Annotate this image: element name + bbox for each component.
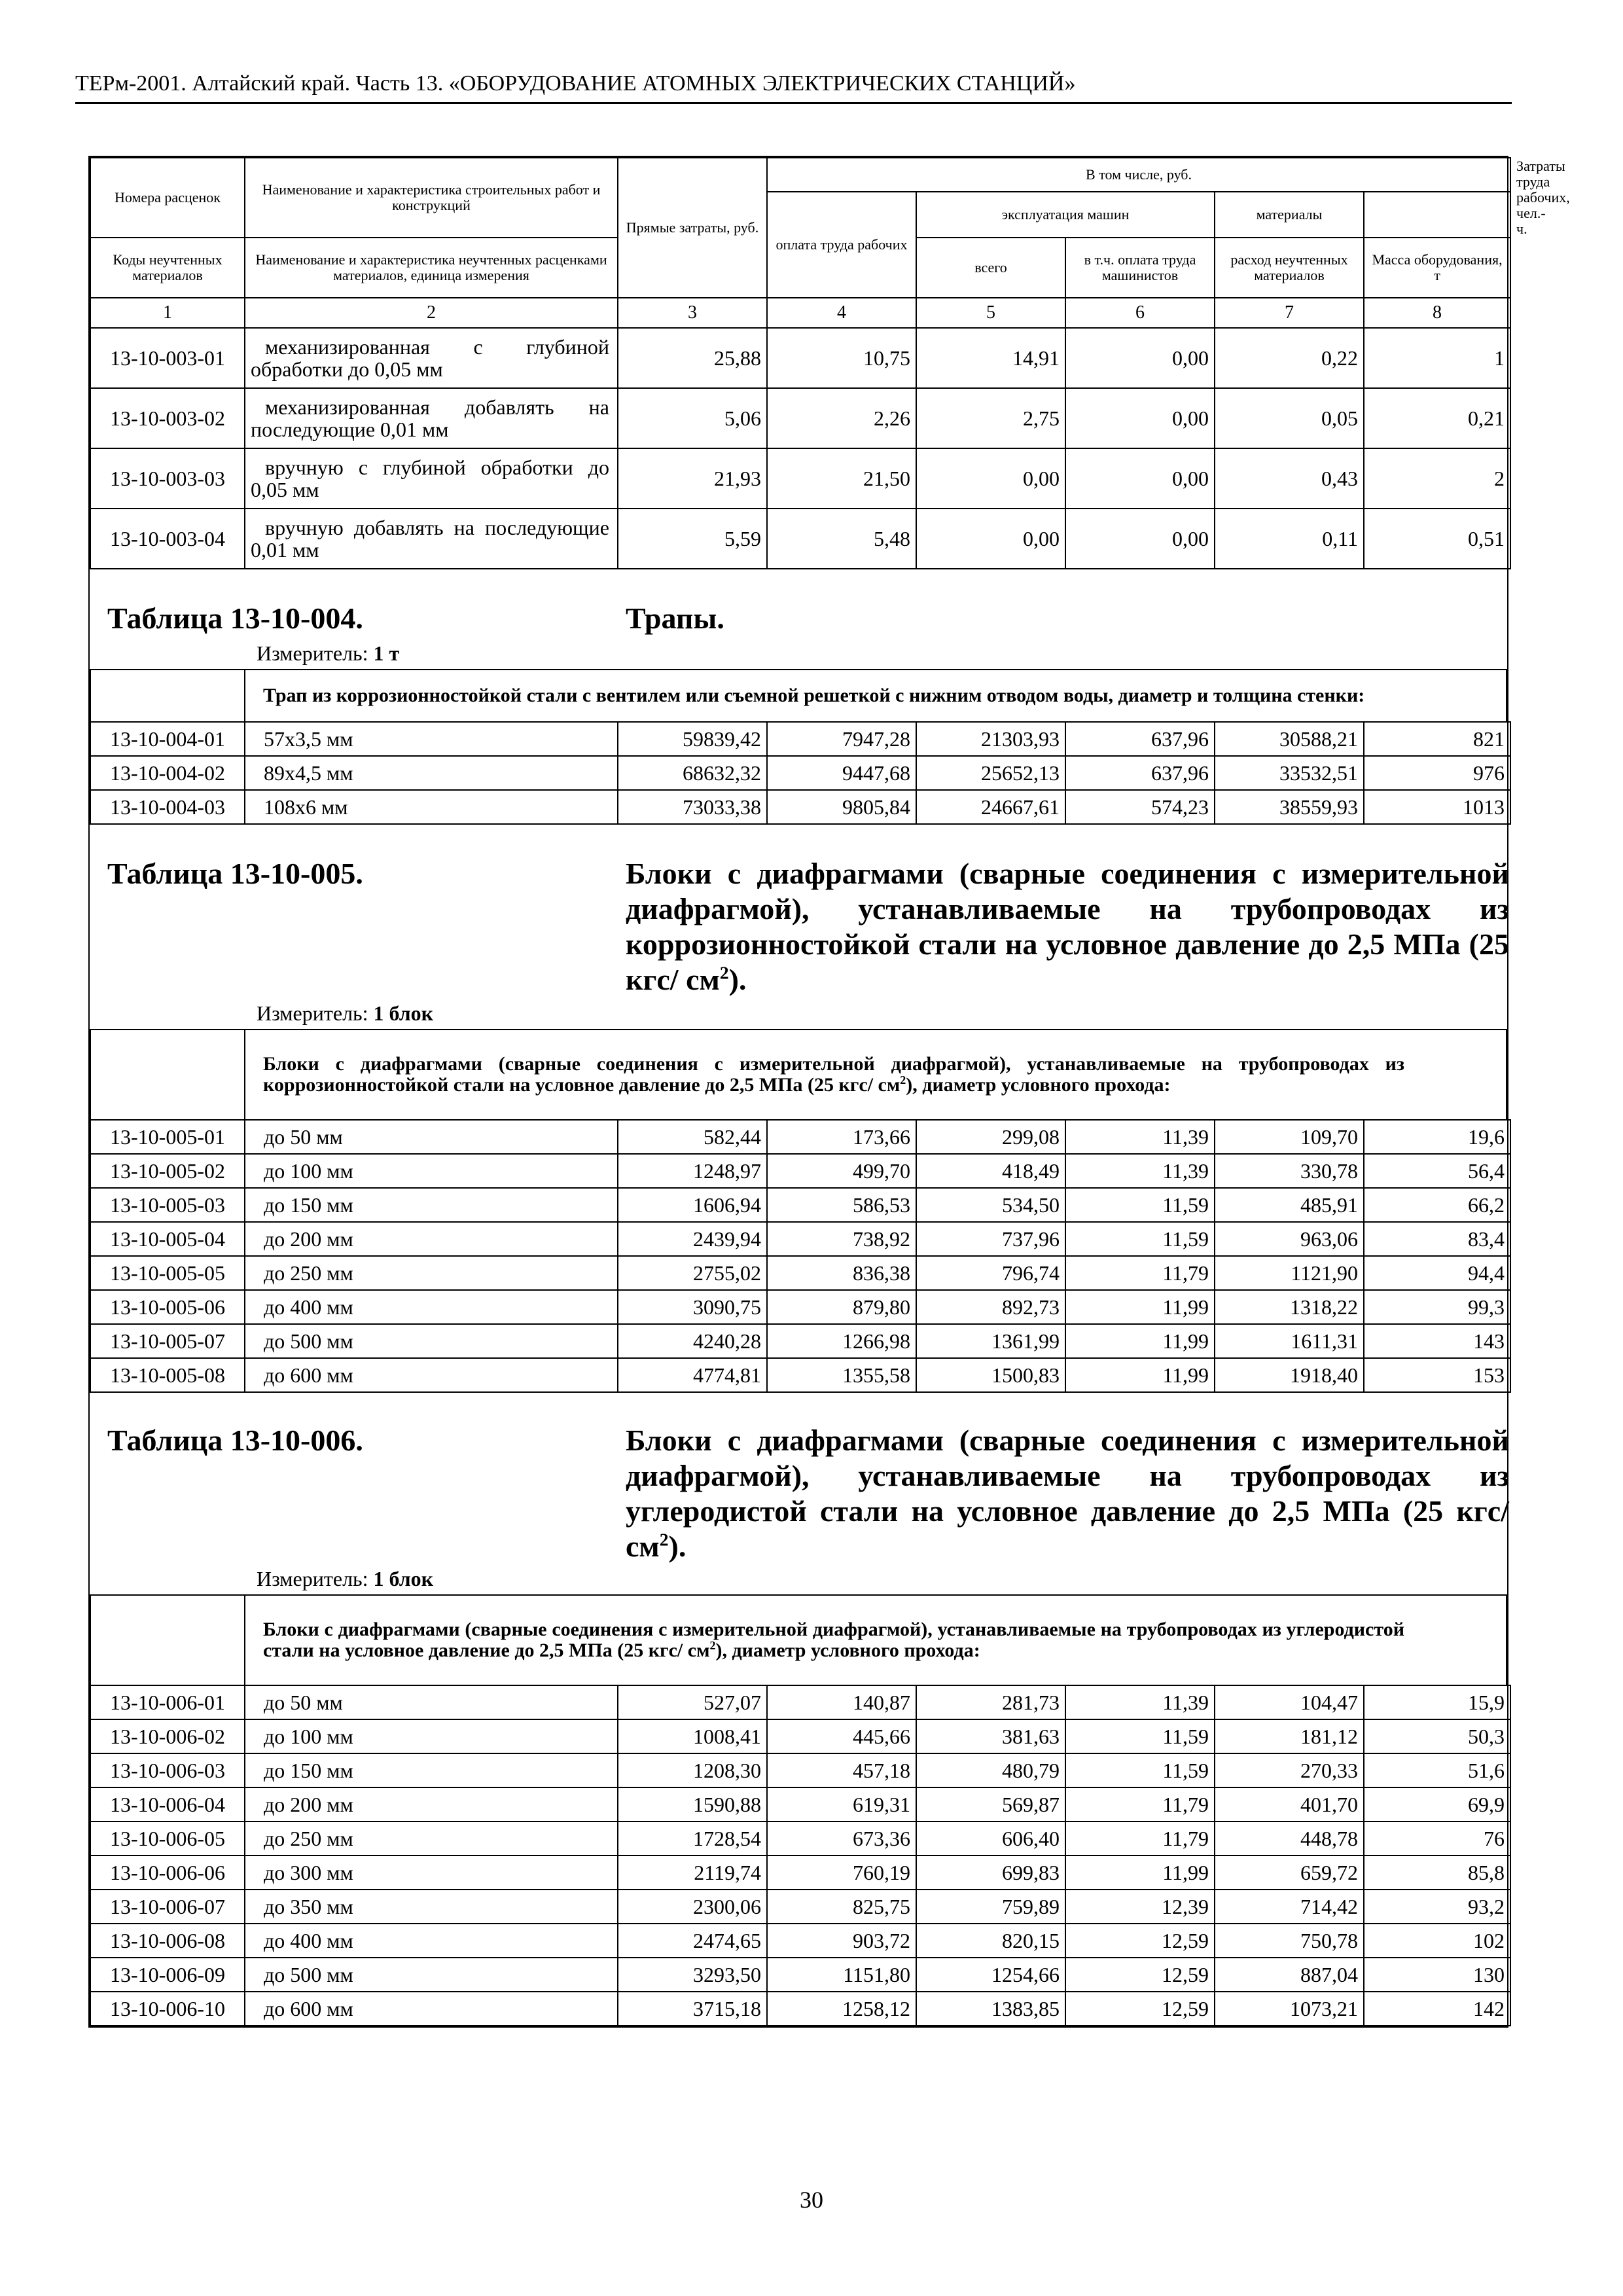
direct-costs-cell: 5,06 — [618, 388, 767, 448]
work-name-cell: вручную добавлять на последующие 0,01 мм — [245, 509, 618, 569]
table-row — [90, 1324, 1510, 1358]
labor-pay-cell: 457,18 — [767, 1753, 916, 1787]
table-header: Номера расценок Наименование и характеристика строительных работ и конструкций Прямые затраты, руб. В том числе, руб. Затраты труда рабочих, чел.-ч. оплата труда рабочих эксплуатация машин материалы Коды неучтенных материалов Наименование и характеристика неучтенных расценками материалов, единица измерения всего в т.ч. оплата труда машинистов расход неучтенных материалов Масса оборудования, т 1 2 3 4 5 6 7 8 — [90, 157, 1511, 329]
rate-code-cell: 13-10-005-05 — [90, 1256, 245, 1290]
materials-cell: 38559,93 — [1215, 790, 1364, 824]
materials-cell: 1073,21 — [1215, 1992, 1364, 2026]
direct-costs-cell: 73033,38 — [618, 790, 767, 824]
rate-code-cell: 13-10-004-01 — [90, 722, 245, 756]
machinists-pay-cell: 11,59 — [1065, 1719, 1215, 1753]
machines-total-cell: 1254,66 — [916, 1958, 1065, 1992]
work-name-cell: механизированная с глубиной обработки до 0,05 мм — [245, 328, 618, 388]
materials-cell: 1918,40 — [1215, 1358, 1364, 1392]
mass-cell: 19,6 — [1364, 1120, 1510, 1154]
page-header: ТЕРм-2001. Алтайский край. Часть 13. «ОБОРУДОВАНИЕ АТОМНЫХ ЭЛЕКТРИЧЕСКИХ СТАНЦИЙ» — [75, 71, 1512, 104]
measure-label: Измеритель: — [257, 641, 368, 665]
table-13-10-006-description — [90, 1594, 1507, 1686]
machinists-pay-cell: 0,00 — [1065, 388, 1215, 448]
machines-total-cell: 1500,83 — [916, 1358, 1065, 1392]
materials-cell: 0,22 — [1215, 328, 1364, 388]
price-table — [88, 156, 1570, 2028]
machines-total-cell: 759,89 — [916, 1890, 1065, 1924]
work-name-cell: до 100 мм — [245, 1719, 618, 1753]
table-row — [90, 1856, 1510, 1890]
materials-cell: 33532,51 — [1215, 756, 1364, 790]
mass-cell: 66,2 — [1364, 1188, 1510, 1222]
machinists-pay-cell: 11,59 — [1065, 1753, 1215, 1787]
machinists-pay-cell: 11,59 — [1065, 1222, 1215, 1256]
machinists-pay-cell: 11,79 — [1065, 1787, 1215, 1821]
direct-costs-cell: 4774,81 — [618, 1358, 767, 1392]
group-description: Блоки с диафрагмами (сварные соединения с измерительной диафрагмой), устанавливаемые на трубопроводах из углеродистой стали на условное давление до 2,5 МПа (25 кгс/ $см^2$), диаметр условного прохода: — [245, 1595, 1507, 1685]
machines-total-cell: 1361,99 — [916, 1324, 1065, 1358]
machinists-pay-cell: 12,59 — [1065, 1924, 1215, 1958]
machines-total-cell: 534,50 — [916, 1188, 1065, 1222]
materials-cell: 485,91 — [1215, 1188, 1364, 1222]
work-name-cell: до 150 мм — [245, 1188, 618, 1222]
direct-costs-cell: 3715,18 — [618, 1992, 767, 2026]
machines-total-cell: 381,63 — [916, 1719, 1065, 1753]
rate-code-cell: 13-10-006-03 — [90, 1753, 245, 1787]
table-row — [90, 1154, 1510, 1188]
table-13-10-004-rows — [90, 721, 1511, 825]
mass-cell: 93,2 — [1364, 1890, 1510, 1924]
page-number: 30 — [800, 2187, 823, 2213]
machinists-pay-cell: 12,59 — [1065, 1992, 1215, 2026]
labor-pay-cell: 10,75 — [767, 328, 916, 388]
table-row — [90, 790, 1510, 824]
machines-total-cell: 737,96 — [916, 1222, 1065, 1256]
work-name-cell: до 350 мм — [245, 1890, 618, 1924]
labor-pay-cell: 619,31 — [767, 1787, 916, 1821]
work-name-cell: до 50 мм — [245, 1685, 618, 1719]
measure-value: 1 блок — [373, 1001, 434, 1025]
rate-code-cell: 13-10-004-02 — [90, 756, 245, 790]
machinists-pay-cell: 11,39 — [1065, 1154, 1215, 1188]
column-number: 3 — [618, 298, 767, 328]
machinists-pay-cell: 0,00 — [1065, 328, 1215, 388]
direct-costs-cell: 1008,41 — [618, 1719, 767, 1753]
rate-code-cell: 13-10-005-07 — [90, 1324, 245, 1358]
rate-code-cell: 13-10-005-02 — [90, 1154, 245, 1188]
mass-cell: 83,4 — [1364, 1222, 1510, 1256]
direct-costs-cell: 2755,02 — [618, 1256, 767, 1290]
labor-pay-cell: 7947,28 — [767, 722, 916, 756]
mass-cell: 76 — [1364, 1821, 1510, 1856]
table-13-10-004-description — [90, 669, 1507, 723]
labor-pay-cell: 673,36 — [767, 1821, 916, 1856]
direct-costs-cell: 2474,65 — [618, 1924, 767, 1958]
direct-costs-cell: 2439,94 — [618, 1222, 767, 1256]
labor-pay-cell: 2,26 — [767, 388, 916, 448]
table-13-10-005-title — [90, 823, 1507, 1030]
mass-cell: 15,9 — [1364, 1685, 1510, 1719]
work-name-cell: до 250 мм — [245, 1821, 618, 1856]
materials-cell: 401,70 — [1215, 1787, 1364, 1821]
machines-total-cell: 0,00 — [916, 509, 1065, 569]
table-row — [90, 722, 1510, 756]
rate-code-cell: 13-10-003-01 — [90, 328, 245, 388]
materials-cell: 887,04 — [1215, 1958, 1364, 1992]
direct-costs-cell: 4240,28 — [618, 1324, 767, 1358]
materials-cell: 963,06 — [1215, 1222, 1364, 1256]
work-name-cell: до 200 мм — [245, 1222, 618, 1256]
direct-costs-cell: 5,59 — [618, 509, 767, 569]
mass-cell: 69,9 — [1364, 1787, 1510, 1821]
direct-costs-cell: 1728,54 — [618, 1821, 767, 1856]
labor-pay-cell: 586,53 — [767, 1188, 916, 1222]
table-13-10-006-rows — [90, 1685, 1511, 2026]
table-title: Блоки с диафрагмами (сварные соединения с измерительной диафрагмой), устанавливаемые на трубопроводах из углеродистой стали на условное давление до 2,5 МПа (25 кгс/ $см^2$). — [626, 1424, 1509, 1563]
mass-cell: 130 — [1364, 1958, 1510, 1992]
direct-costs-cell: 3090,75 — [618, 1290, 767, 1324]
work-name-cell: 57х3,5 мм — [245, 722, 618, 756]
measure-label: Измеритель: — [257, 1001, 368, 1025]
direct-costs-cell: 25,88 — [618, 328, 767, 388]
header-name-bottom: Наименование и характеристика неучтенных расценками материалов, единица измерения — [245, 238, 618, 298]
machines-total-cell: 820,15 — [916, 1924, 1065, 1958]
header-incl: В том числе, руб. — [767, 158, 1510, 192]
work-name-cell: до 300 мм — [245, 1856, 618, 1890]
column-number: 7 — [1215, 298, 1364, 328]
direct-costs-cell: 2300,06 — [618, 1890, 767, 1924]
direct-costs-cell: 1248,97 — [618, 1154, 767, 1188]
labor-pay-cell: 5,48 — [767, 509, 916, 569]
mass-cell: 1013 — [1364, 790, 1510, 824]
direct-costs-cell: 68632,32 — [618, 756, 767, 790]
header-code-bottom: Коды неучтенных материалов — [90, 238, 245, 298]
table-row — [90, 1719, 1510, 1753]
machinists-pay-cell: 11,99 — [1065, 1290, 1215, 1324]
machinists-pay-cell: 637,96 — [1065, 756, 1215, 790]
table-13-10-003-rows — [90, 327, 1511, 569]
materials-cell: 714,42 — [1215, 1890, 1364, 1924]
rate-code-cell: 13-10-006-08 — [90, 1924, 245, 1958]
table-row — [90, 1958, 1510, 1992]
header-name-top: Наименование и характеристика строительных работ и конструкций — [245, 158, 618, 238]
mass-cell: 50,3 — [1364, 1719, 1510, 1753]
rate-code-cell: 13-10-005-01 — [90, 1120, 245, 1154]
table-row — [90, 1821, 1510, 1856]
rate-code-cell: 13-10-005-04 — [90, 1222, 245, 1256]
table-row — [90, 1358, 1510, 1392]
machines-total-cell: 21303,93 — [916, 722, 1065, 756]
mass-cell: 56,4 — [1364, 1154, 1510, 1188]
header-mass: Масса оборудования, т — [1364, 238, 1510, 298]
machines-total-cell: 14,91 — [916, 328, 1065, 388]
table-row — [90, 1256, 1510, 1290]
work-name-cell: до 200 мм — [245, 1787, 618, 1821]
materials-cell: 659,72 — [1215, 1856, 1364, 1890]
measure-unit — [257, 641, 399, 665]
direct-costs-cell: 2119,74 — [618, 1856, 767, 1890]
machines-total-cell: 299,08 — [916, 1120, 1065, 1154]
machines-total-cell: 480,79 — [916, 1753, 1065, 1787]
materials-cell: 109,70 — [1215, 1120, 1364, 1154]
table-row — [90, 1685, 1510, 1719]
labor-pay-cell: 173,66 — [767, 1120, 916, 1154]
mass-cell: 142 — [1364, 1992, 1510, 2026]
header-machines-labor: в т.ч. оплата труда машинистов — [1065, 238, 1215, 298]
materials-cell: 0,43 — [1215, 448, 1364, 509]
machines-total-cell: 699,83 — [916, 1856, 1065, 1890]
work-name-cell: до 100 мм — [245, 1154, 618, 1188]
machines-total-cell: 2,75 — [916, 388, 1065, 448]
labor-pay-cell: 9447,68 — [767, 756, 916, 790]
column-number: 5 — [916, 298, 1065, 328]
materials-cell: 1318,22 — [1215, 1290, 1364, 1324]
header-machines-total: всего — [916, 238, 1065, 298]
labor-pay-cell: 9805,84 — [767, 790, 916, 824]
table-row — [90, 448, 1510, 509]
machinists-pay-cell: 11,79 — [1065, 1256, 1215, 1290]
machinists-pay-cell: 11,99 — [1065, 1856, 1215, 1890]
materials-cell: 330,78 — [1215, 1154, 1364, 1188]
work-name-cell: до 600 мм — [245, 1992, 618, 2026]
table-13-10-005-rows — [90, 1119, 1511, 1393]
materials-cell: 750,78 — [1215, 1924, 1364, 1958]
mass-cell: 143 — [1364, 1324, 1510, 1358]
rate-code-cell: 13-10-005-03 — [90, 1188, 245, 1222]
mass-cell: 976 — [1364, 756, 1510, 790]
rate-code-cell: 13-10-005-06 — [90, 1290, 245, 1324]
work-name-cell: до 150 мм — [245, 1753, 618, 1787]
labor-pay-cell: 1151,80 — [767, 1958, 916, 1992]
measure-value: 1 т — [373, 641, 400, 665]
materials-cell: 448,78 — [1215, 1821, 1364, 1856]
machinists-pay-cell: 12,59 — [1065, 1958, 1215, 1992]
header-machines: эксплуатация машин — [916, 192, 1215, 238]
header-materials: материалы — [1215, 192, 1364, 238]
labor-pay-cell: 445,66 — [767, 1719, 916, 1753]
work-name-cell: до 500 мм — [245, 1958, 618, 1992]
mass-cell: 153 — [1364, 1358, 1510, 1392]
mass-cell: 94,4 — [1364, 1256, 1510, 1290]
labor-pay-cell: 1355,58 — [767, 1358, 916, 1392]
machines-total-cell: 1383,85 — [916, 1992, 1065, 2026]
work-name-cell: до 400 мм — [245, 1290, 618, 1324]
measure-label: Измеритель: — [257, 1567, 368, 1590]
measure-unit — [257, 1567, 433, 1590]
column-number: 4 — [767, 298, 916, 328]
header-labor: оплата труда рабочих — [767, 192, 916, 298]
direct-costs-cell: 1606,94 — [618, 1188, 767, 1222]
column-number: 1 — [90, 298, 245, 328]
work-name-cell: 89х4,5 мм — [245, 756, 618, 790]
table-row — [90, 509, 1510, 569]
direct-costs-cell: 527,07 — [618, 1685, 767, 1719]
table-row — [90, 1120, 1510, 1154]
machines-total-cell: 24667,61 — [916, 790, 1065, 824]
work-name-cell: до 400 мм — [245, 1924, 618, 1958]
machinists-pay-cell: 11,99 — [1065, 1358, 1215, 1392]
table-label: Таблица 13-10-006. — [107, 1424, 363, 1457]
labor-pay-cell: 738,92 — [767, 1222, 916, 1256]
machinists-pay-cell: 11,39 — [1065, 1685, 1215, 1719]
labor-pay-cell: 140,87 — [767, 1685, 916, 1719]
work-name-cell: 108х6 мм — [245, 790, 618, 824]
table-row — [90, 1290, 1510, 1324]
machinists-pay-cell: 574,23 — [1065, 790, 1215, 824]
direct-costs-cell: 1208,30 — [618, 1753, 767, 1787]
labor-pay-cell: 836,38 — [767, 1256, 916, 1290]
labor-pay-cell: 825,75 — [767, 1890, 916, 1924]
table-row — [90, 756, 1510, 790]
direct-costs-cell: 582,44 — [618, 1120, 767, 1154]
machinists-pay-cell: 0,00 — [1065, 448, 1215, 509]
machinists-pay-cell: 11,39 — [1065, 1120, 1215, 1154]
machines-total-cell: 796,74 — [916, 1256, 1065, 1290]
machinists-pay-cell: 11,79 — [1065, 1821, 1215, 1856]
table-row — [90, 328, 1510, 388]
materials-cell: 0,11 — [1215, 509, 1364, 569]
rate-code-cell: 13-10-006-05 — [90, 1821, 245, 1856]
work-name-cell: до 250 мм — [245, 1256, 618, 1290]
table-title: Трапы. — [626, 601, 724, 635]
machines-total-cell: 606,40 — [916, 1821, 1065, 1856]
labor-pay-cell: 1266,98 — [767, 1324, 916, 1358]
mass-cell: 102 — [1364, 1924, 1510, 1958]
rate-code-cell: 13-10-003-03 — [90, 448, 245, 509]
mass-cell: 1 — [1364, 328, 1510, 388]
mass-cell: 821 — [1364, 722, 1510, 756]
table-label: Таблица 13-10-004. — [107, 601, 363, 635]
mass-cell: 85,8 — [1364, 1856, 1510, 1890]
work-name-cell: до 500 мм — [245, 1324, 618, 1358]
materials-cell: 1121,90 — [1215, 1256, 1364, 1290]
labor-pay-cell: 903,72 — [767, 1924, 916, 1958]
rate-code-cell: 13-10-006-09 — [90, 1958, 245, 1992]
table-row — [90, 1222, 1510, 1256]
work-name-cell: вручную с глубиной обработки до 0,05 мм — [245, 448, 618, 509]
table-13-10-006-title — [90, 1391, 1507, 1596]
materials-cell: 1611,31 — [1215, 1324, 1364, 1358]
machinists-pay-cell: 11,59 — [1065, 1188, 1215, 1222]
rate-code-cell: 13-10-005-08 — [90, 1358, 245, 1392]
machines-total-cell: 418,49 — [916, 1154, 1065, 1188]
mass-cell: 99,3 — [1364, 1290, 1510, 1324]
table-row — [90, 1992, 1510, 2026]
work-name-cell: механизированная добавлять на последующие 0,01 мм — [245, 388, 618, 448]
table-label: Таблица 13-10-005. — [107, 857, 363, 890]
work-name-cell: до 600 мм — [245, 1358, 618, 1392]
column-number: 6 — [1065, 298, 1215, 328]
machines-total-cell: 569,87 — [916, 1787, 1065, 1821]
direct-costs-cell: 3293,50 — [618, 1958, 767, 1992]
table-row — [90, 1924, 1510, 1958]
rate-code-cell: 13-10-004-03 — [90, 790, 245, 824]
table-row — [90, 1753, 1510, 1787]
measure-value: 1 блок — [373, 1567, 434, 1590]
rate-code-cell: 13-10-006-02 — [90, 1719, 245, 1753]
machinists-pay-cell: 0,00 — [1065, 509, 1215, 569]
rate-code-cell: 13-10-006-10 — [90, 1992, 245, 2026]
materials-cell: 0,05 — [1215, 388, 1364, 448]
direct-costs-cell: 1590,88 — [618, 1787, 767, 1821]
column-number: 8 — [1364, 298, 1510, 328]
column-number: 2 — [245, 298, 618, 328]
table-row — [90, 388, 1510, 448]
table-title: Блоки с диафрагмами (сварные соединения с измерительной диафрагмой), устанавливаемые на трубопроводах из коррозионностойкой стали на условное давление до 2,5 МПа (25 кгс/ $см^2$). — [626, 857, 1509, 996]
work-name-cell: до 50 мм — [245, 1120, 618, 1154]
header-code-top: Номера расценок — [90, 158, 245, 238]
rate-code-cell: 13-10-003-04 — [90, 509, 245, 569]
machines-total-cell: 25652,13 — [916, 756, 1065, 790]
mass-cell: 0,21 — [1364, 388, 1510, 448]
machines-total-cell: 0,00 — [916, 448, 1065, 509]
group-description: Блоки с диафрагмами (сварные соединения с измерительной диафрагмой), устанавливаемые на трубопроводах из коррозионностойкой стали на условное давление до 2,5 МПа (25 кгс/ $см^2$), диаметр условного прохода: — [245, 1030, 1507, 1120]
machinists-pay-cell: 11,99 — [1065, 1324, 1215, 1358]
machines-total-cell: 281,73 — [916, 1685, 1065, 1719]
rate-code-cell: 13-10-006-07 — [90, 1890, 245, 1924]
table-row — [90, 1890, 1510, 1924]
machinists-pay-cell: 637,96 — [1065, 722, 1215, 756]
machines-total-cell: 892,73 — [916, 1290, 1065, 1324]
materials-cell: 30588,21 — [1215, 722, 1364, 756]
rate-code-cell: 13-10-006-06 — [90, 1856, 245, 1890]
direct-costs-cell: 21,93 — [618, 448, 767, 509]
table-row — [90, 1787, 1510, 1821]
header-materials-unaccounted: расход неучтенных материалов — [1215, 238, 1364, 298]
machinists-pay-cell: 12,39 — [1065, 1890, 1215, 1924]
measure-unit — [257, 1001, 433, 1025]
materials-cell: 104,47 — [1215, 1685, 1364, 1719]
labor-pay-cell: 499,70 — [767, 1154, 916, 1188]
labor-pay-cell: 760,19 — [767, 1856, 916, 1890]
labor-pay-cell: 1258,12 — [767, 1992, 916, 2026]
table-row — [90, 1188, 1510, 1222]
header-direct-costs: Прямые затраты, руб. — [618, 158, 767, 298]
materials-cell: 270,33 — [1215, 1753, 1364, 1787]
labor-pay-cell: 879,80 — [767, 1290, 916, 1324]
table-13-10-004-title — [90, 568, 1507, 670]
mass-cell: 0,51 — [1364, 509, 1510, 569]
mass-cell: 51,6 — [1364, 1753, 1510, 1787]
table-13-10-005-description — [90, 1029, 1507, 1121]
mass-cell: 2 — [1364, 448, 1510, 509]
rate-code-cell: 13-10-006-01 — [90, 1685, 245, 1719]
rate-code-cell: 13-10-006-04 — [90, 1787, 245, 1821]
rate-code-cell: 13-10-003-02 — [90, 388, 245, 448]
direct-costs-cell: 59839,42 — [618, 722, 767, 756]
group-description: Трап из коррозионностойкой стали с вентилем или съемной решеткой с нижним отводом воды, диаметр и толщина стенки: — [245, 670, 1507, 722]
labor-pay-cell: 21,50 — [767, 448, 916, 509]
materials-cell: 181,12 — [1215, 1719, 1364, 1753]
